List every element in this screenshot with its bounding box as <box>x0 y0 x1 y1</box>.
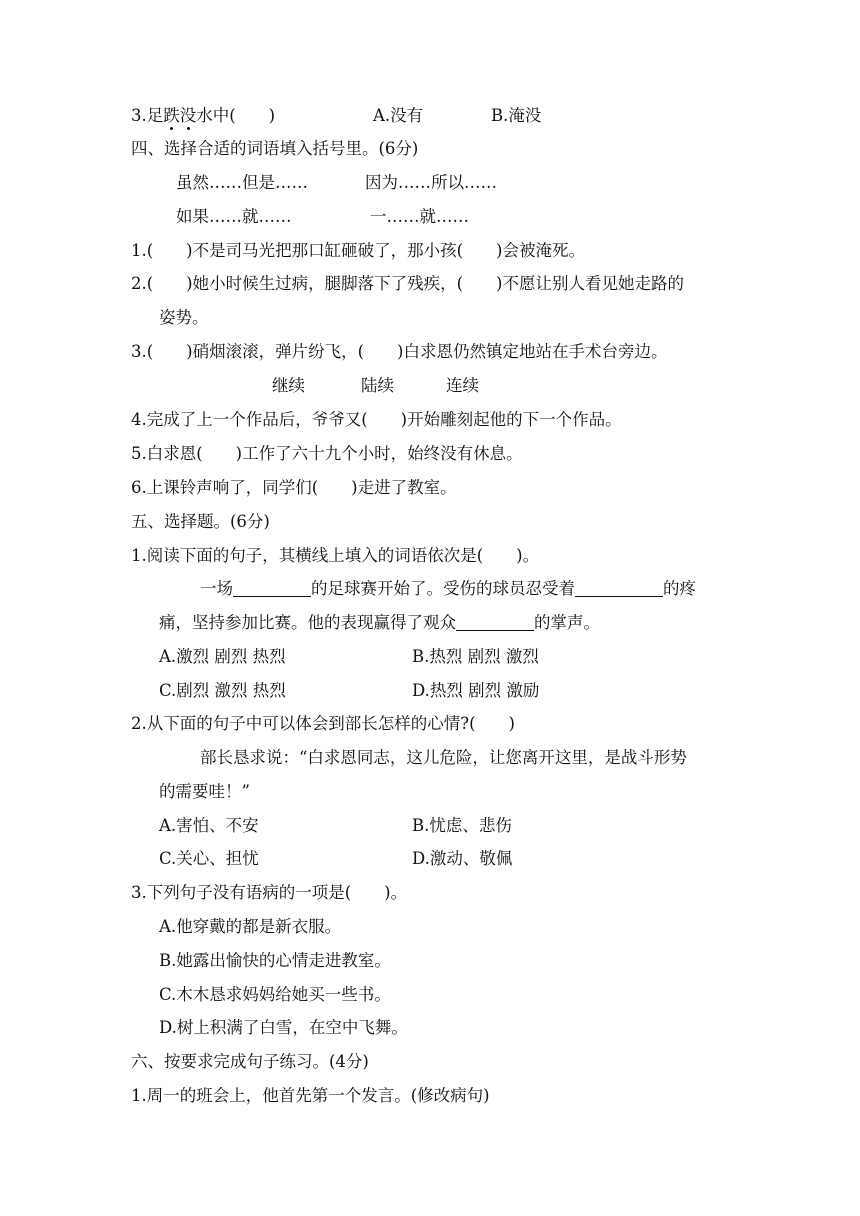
fill-blank-1 <box>233 579 311 597</box>
sec4-item-3: 3.( )硝烟滚滚，弹片纷飞，( )白求恩仍然镇定地站在手术台旁边。 <box>131 342 668 361</box>
sec5-q1-option-b: B.热烈 剧烈 激烈 <box>412 647 539 666</box>
q3-line <box>131 105 275 127</box>
sec5-q1-option-d: D.热烈 剧烈 激励 <box>412 681 540 700</box>
q3-prefix: 3.足 <box>131 106 164 125</box>
sec4-item-6: 6.上课铃声响了，同学们( )走进了教室。 <box>131 478 457 497</box>
sec4-item-5: 5.白求恩( )工作了六十九个小时，始终没有休息。 <box>131 444 523 463</box>
sec6-q1: 1.周一的班会上，他首先第一个发言。(修改病句) <box>131 1086 490 1105</box>
passage-text-c: 的疼 <box>663 579 696 598</box>
passage-text-a: 一场 <box>200 579 233 598</box>
word-choice-7: 连续 <box>446 376 479 395</box>
sec5-q2-option-d: D.激动、敬佩 <box>412 849 513 868</box>
q3-dotted-char-1: 跌 <box>163 106 180 125</box>
sec5-q1-option-a: A.激烈 剧烈 热烈 <box>159 647 286 666</box>
passage-text-d: 痛，坚持参加比赛。他的表现赢得了观众 <box>159 613 456 632</box>
sec5-q2-quote-line1: 部长恳求说：“白求恩同志，这儿危险，让您离开这里，是战斗形势 <box>200 748 687 767</box>
section6-heading: 六、按要求完成句子练习。(4分) <box>131 1052 369 1071</box>
sec5-q1-stem: 1.阅读下面的句子，其横线上填入的词语依次是( )。 <box>131 546 540 565</box>
sec5-q3-option-d: D.树上积满了白雪，在空中飞舞。 <box>159 1018 408 1037</box>
word-choice-5: 继续 <box>272 376 305 395</box>
q3-rest: 水中( ) <box>196 106 276 125</box>
sec4-item-4: 4.完成了上一个作品后，爷爷又( )开始雕刻起他的下一个作品。 <box>131 410 622 429</box>
word-choice-2: 因为……所以…… <box>365 173 497 192</box>
fill-blank-2 <box>575 579 663 597</box>
word-choice-6: 陆续 <box>361 376 394 395</box>
q3-option-b: B.淹没 <box>491 106 542 125</box>
sec5-q1-passage-line2 <box>159 612 600 634</box>
sec5-q3-stem: 3.下列句子没有语病的一项是( )。 <box>131 883 408 902</box>
section4-heading: 四、选择合适的词语填入括号里。(6分) <box>131 139 419 158</box>
sec5-q2-stem: 2.从下面的句子中可以体会到部长怎样的心情?( ) <box>131 714 515 733</box>
sec5-q2-option-a: A.害怕、不安 <box>159 816 259 835</box>
sec4-item-2-cont: 姿势。 <box>159 308 209 327</box>
sec5-q1-option-c: C.剧烈 激烈 热烈 <box>159 681 286 700</box>
sec5-q3-option-a: A.他穿戴的都是新衣服。 <box>159 917 342 936</box>
q3-dotted-char-2: 没 <box>179 106 197 125</box>
sec4-item-2: 2.( )她小时候生过病，腿脚落下了残疾，( )不愿让别人看见她走路的 <box>131 274 684 293</box>
section5-heading: 五、选择题。(6分) <box>131 512 270 531</box>
sec5-q3-option-b: B.她露出愉快的心情走进教室。 <box>159 951 391 970</box>
passage-text-b: 的足球赛开始了。受伤的球员忍受着 <box>311 579 575 598</box>
sec5-q1-passage-line1 <box>200 578 696 600</box>
sec5-q2-quote-line2: 的需要哇！” <box>159 782 250 801</box>
fill-blank-3 <box>456 613 534 631</box>
sec5-q2-option-b: B.忧虑、悲伤 <box>412 816 512 835</box>
q3-option-a: A.没有 <box>373 106 424 125</box>
word-choice-1: 虽然……但是…… <box>176 173 308 192</box>
word-choice-4: 一……就…… <box>370 207 469 226</box>
word-choice-3: 如果……就…… <box>176 207 292 226</box>
passage-text-e: 的掌声。 <box>534 613 600 632</box>
sec5-q2-option-c: C.关心、担忧 <box>159 849 259 868</box>
sec4-item-1: 1.( )不是司马光把那口缸砸破了，那小孩( )会被淹死。 <box>131 241 585 260</box>
sec5-q3-option-c: C.木木恳求妈妈给她买一些书。 <box>159 985 391 1004</box>
